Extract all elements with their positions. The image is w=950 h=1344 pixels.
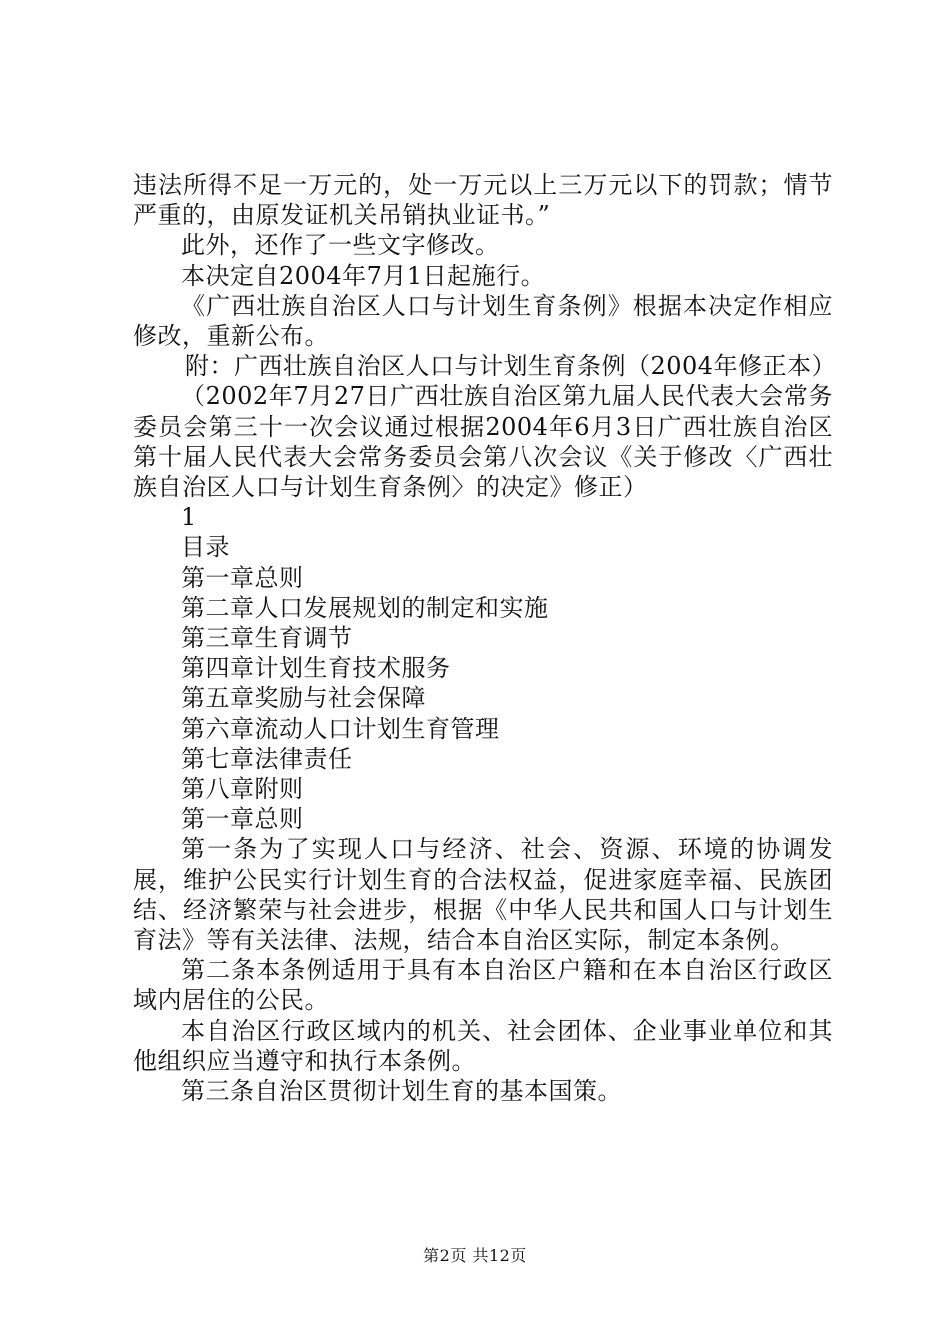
toc-item: 第二章人口发展规划的制定和实施 [181,593,549,622]
paragraph-penalty-continuation: 违法所得不足一万元的，处一万元以上三万元以下的罚款；情节严重的，由原发证机关吊销执业证书。” [133,171,833,230]
page-footer [0,1243,950,1266]
page-indicator: 第2页 共12页 [423,1246,527,1265]
paragraph-text-revision-note: 此外，还作了一些文字修改。 [181,231,500,260]
paragraph-adoption-history: （2002年7月27日广西壮族自治区第九届人民代表大会常务委员会第三十一次会议通过根据2004年6月3日广西壮族自治区第十届人民代表大会常务委员会第八次会议《关于修改〈广西壮族自治区人口与计划生育条例〉的决定》修正） [133,382,833,502]
paragraph-republish-note: 《广西壮族自治区人口与计划生育条例》根据本决定作相应修改，重新公布。 [133,291,833,351]
toc-item: 第八章附则 [181,775,304,804]
paragraph-effective-date: 本决定自2004年7月1日起施行。 [181,261,546,290]
toc-item: 第三章生育调节 [181,624,353,653]
article-paragraph: 第三条自治区贯彻计划生育的基本国策。 [181,1077,622,1106]
chapter-heading: 第一章总则 [181,805,304,834]
article-paragraph: 第一条为了实现人口与经济、社会、资源、环境的协调发展，维护公民实行计划生育的合法权益，促进家庭幸福、民族团结、经济繁荣与社会进步，根据《中华人民共和国人口与计划生育法》等有关法律、法规，结合本自治区实际，制定本条例。 [133,835,833,955]
document-body [133,170,837,1106]
article-paragraph: 第二条本条例适用于具有本自治区户籍和在本自治区行政区域内居住的公民。 [133,956,833,1015]
toc-item: 第五章奖励与社会保障 [181,684,426,713]
toc-heading: 目录 [181,533,230,562]
article-paragraph: 本自治区行政区域内的机关、社会团体、企业事业单位和其他组织应当遵守和执行本条例。 [133,1016,833,1075]
toc-item: 第四章计划生育技术服务 [181,654,451,683]
toc-item: 第六章流动人口计划生育管理 [181,714,500,743]
page-number-marker: 1 [181,503,197,532]
paragraph-appendix-title: 附：广西壮族自治区人口与计划生育条例（2004年修正本） [185,352,837,381]
toc-item: 第七章法律责任 [181,744,353,773]
toc-item: 第一章总则 [181,563,304,592]
